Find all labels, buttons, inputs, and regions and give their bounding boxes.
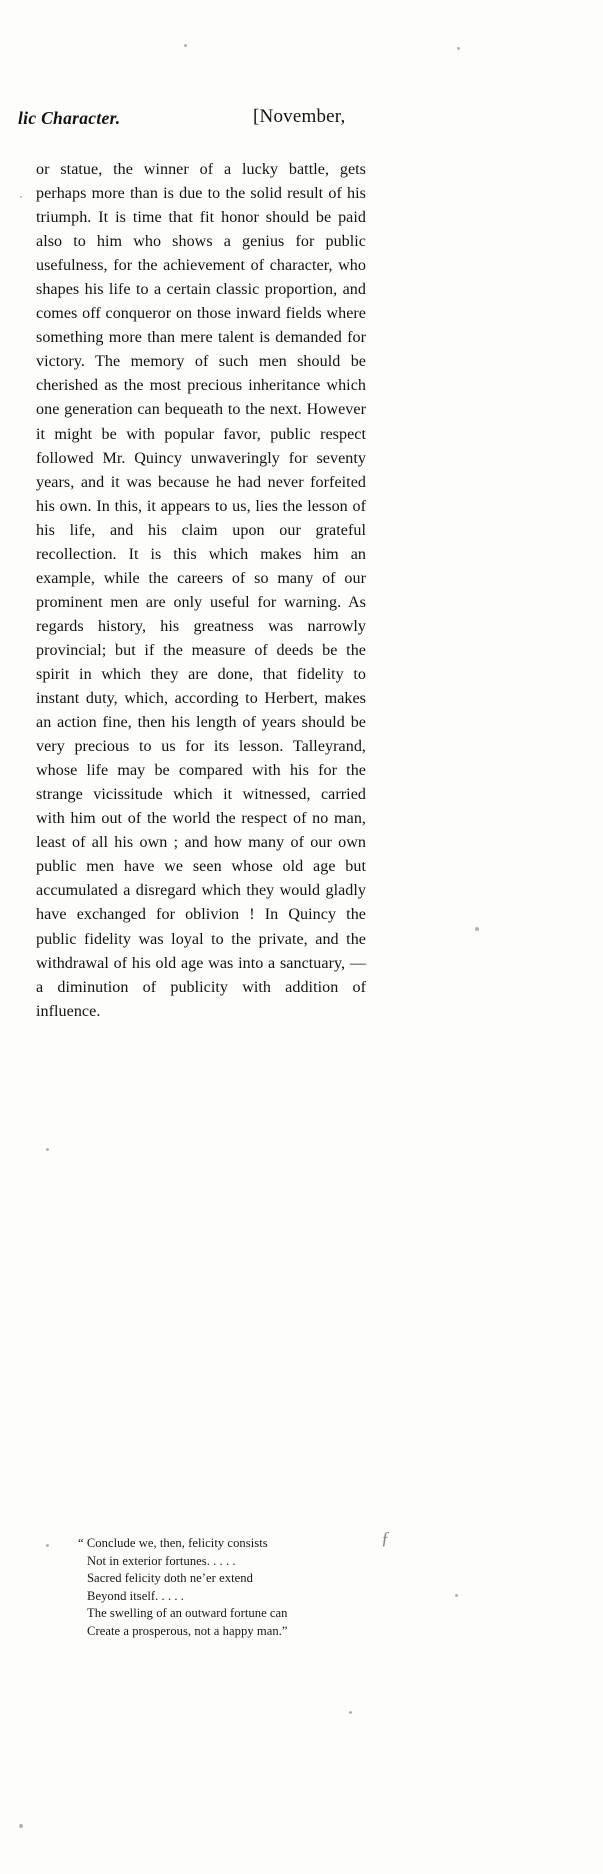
scan-speck (457, 47, 460, 50)
verse-line: The swelling of an outward fortune can (87, 1606, 288, 1621)
verse-line: Beyond itself. . . . . (87, 1588, 184, 1603)
scan-speck (20, 196, 22, 198)
body-text-column (36, 158, 366, 1024)
verse-quotation (78, 1535, 378, 1641)
verse-line: Not in exterior fortunes. . . . . (87, 1553, 236, 1568)
scan-speck (19, 1824, 23, 1828)
scan-speck (46, 1148, 49, 1151)
scan-speck (349, 1711, 352, 1714)
scan-speck (46, 1544, 49, 1547)
margin-mark-glyph: ƒ (381, 1528, 390, 1548)
scan-speck (455, 1594, 458, 1597)
running-head-title: lic Character. (18, 108, 121, 128)
verse-line: “ Conclude we, then, felicity consists (78, 1536, 268, 1550)
scan-speck (475, 927, 479, 931)
verse-line: Create a prosperous, not a happy man.” (87, 1623, 288, 1638)
running-head-issue: [November, (253, 106, 346, 127)
scan-speck (184, 44, 187, 47)
body-paragraph: or statue, the winner of a lucky battle, gets perhaps more than is due to the solid result of his triumph. It is time that fit honor should be paid also to him who shows a genius for public usefulness, for the achievement of character, who shapes his life to a certain classic proportion, and comes off conqueror on those inward fields where something more than mere talent is demanded for victory. The memory of such men should be cherished as the most precious inheritance which one generation can bequeath to the next. However it might be with popular favor, public respect followed Mr. Quincy unwaveringly for seventy years, and it was because he had never forfeited his own. In this, it appears to us, lies the lesson of his life, and his claim upon our grateful recollection. It is this which makes him an example, while the careers of so many of our prominent men are only useful for warning. As regards history, his greatness was narrowly provincial; but if the measure of deeds be the spirit in which they are done, that fidelity to instant duty, which, according to Herbert, makes an action fine, then his length of years should be very precious to us for its lesson. Talleyrand, whose life may be compared with his for the strange vicissitude which it witnessed, carried with him out of the world the respect of no man, least of all his own ; and how many of our own public men have we seen whose old age but accumulated a disregard which they would gladly have exchanged for oblivion ! In Quincy the public fidelity was loyal to the private, and the withdrawal of his old age was into a sanctuary, — a diminution of publicity with addition of influence. (36, 161, 366, 1020)
verse-line: Sacred felicity doth ne’er extend (87, 1571, 253, 1586)
running-head (0, 108, 603, 134)
